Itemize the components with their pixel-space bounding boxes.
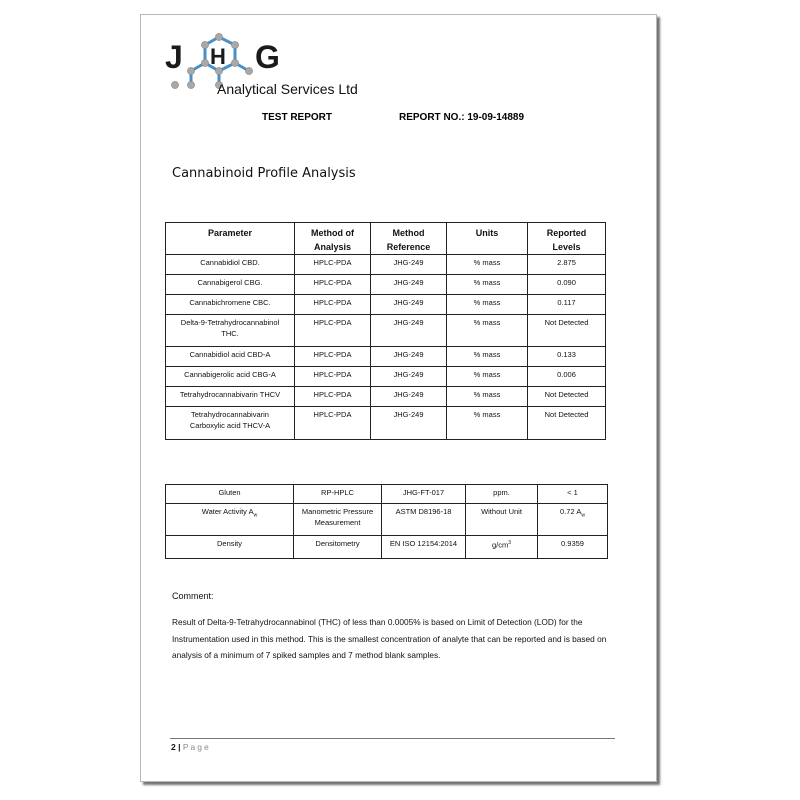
footer-separator: | (178, 742, 181, 752)
cell-level: Not Detected (528, 315, 606, 347)
table-row (166, 255, 606, 275)
table-row (166, 536, 608, 559)
table-row (166, 407, 606, 440)
cell-method: HPLC-PDA (295, 367, 371, 387)
comment-body: Result of Delta-9-Tetrahydrocannabinol (THC) of less than 0.0005% is based on Limit of Detection (LOD) for the Instrumentation used in this method. This is the smallest concentration of analyte that can be reported and is based on analysis of a minimum of 7 spiked samples and 7 method blank samples. (172, 617, 607, 660)
logo-letter-j: J (165, 39, 183, 75)
table-row (166, 387, 606, 407)
cell-units: ppm. (466, 485, 538, 504)
cell-units: % mass (447, 255, 528, 275)
cell-parameter: Gluten (166, 485, 294, 504)
table-row (166, 295, 606, 315)
table-row (166, 485, 608, 504)
header-method: Method of Analysis (295, 223, 371, 255)
cell-method: HPLC-PDA (295, 255, 371, 275)
footer-divider (170, 738, 615, 739)
cell-units: % mass (447, 347, 528, 367)
page-number: 2 (171, 742, 176, 752)
report-number: REPORT NO.: 19-09-14889 (399, 112, 525, 123)
cell-method: Manometric Pressure Measurement (294, 504, 382, 536)
cell-reference: JHG-249 (371, 387, 447, 407)
cell-method: RP-HPLC (294, 485, 382, 504)
cell-level: 0.9359 (538, 536, 608, 559)
cell-level: 0.090 (528, 275, 606, 295)
cell-parameter: Cannabidiol acid CBD-A (166, 347, 295, 367)
other-tests-table (165, 484, 608, 559)
cell-level: 0.133 (528, 347, 606, 367)
cell-method: HPLC-PDA (295, 315, 371, 347)
logo-company-name: Analytical Services Ltd (217, 81, 358, 97)
cell-reference: JHG-249 (371, 347, 447, 367)
cell-parameter: Tetrahydrocannabivarin Carboxylic acid THCV-A (166, 407, 295, 440)
header-parameter: Parameter (166, 223, 295, 255)
logo-letter-h: H (210, 44, 226, 69)
cell-reference: JHG-249 (371, 367, 447, 387)
cell-method: HPLC-PDA (295, 407, 371, 440)
cell-level: 0.117 (528, 295, 606, 315)
cell-reference: JHG-249 (371, 275, 447, 295)
cell-parameter: Cannabichromene CBC. (166, 295, 295, 315)
header-reference: Method Reference (371, 223, 447, 255)
header-levels: Reported Levels (528, 223, 606, 255)
report-title: TEST REPORT (262, 112, 333, 123)
cell-level: 2.875 (528, 255, 606, 275)
cell-method: Densitometry (294, 536, 382, 559)
cell-units: % mass (447, 295, 528, 315)
cell-method: HPLC-PDA (295, 275, 371, 295)
table-row (166, 315, 606, 347)
page-word: Page (182, 742, 211, 752)
jhg-logo-graphic (161, 32, 371, 104)
cell-parameter: Delta-9-Tetrahydrocannabinol THC. (166, 315, 295, 347)
cell-units: Without Unit (466, 504, 538, 536)
cell-units: % mass (447, 367, 528, 387)
cell-units: % mass (447, 275, 528, 295)
table-header-row (166, 223, 606, 255)
cell-method: HPLC-PDA (295, 387, 371, 407)
table-row (166, 367, 606, 387)
cell-units: $g/cm^3$ (466, 536, 538, 559)
cell-level: Not Detected (528, 387, 606, 407)
cell-parameter: Cannabigerol CBG. (166, 275, 295, 295)
cell-method: HPLC-PDA (295, 347, 371, 367)
cell-units: % mass (447, 387, 528, 407)
page-footer (171, 742, 211, 752)
cell-parameter: Cannabigerolic acid CBG-A (166, 367, 295, 387)
logo-letter-g: G (255, 39, 280, 75)
cannabinoid-table (165, 222, 606, 440)
cell-units: % mass (447, 407, 528, 440)
cell-method: HPLC-PDA (295, 295, 371, 315)
section-title: Cannabinoid Profile Analysis (172, 166, 356, 181)
cell-level: < 1 (538, 485, 608, 504)
cell-level: 0.006 (528, 367, 606, 387)
cell-level: Not Detected (528, 407, 606, 440)
cell-parameter: Tetrahydrocannabivarin THCV (166, 387, 295, 407)
cell-reference: JHG-249 (371, 315, 447, 347)
cell-parameter: Density (166, 536, 294, 559)
cell-level: 0.72 $A_w$ (538, 504, 608, 536)
cell-reference: ASTM D8196-18 (382, 504, 466, 536)
cell-reference: EN ISO 12154:2014 (382, 536, 466, 559)
table-row (166, 504, 608, 536)
cell-reference: JHG-249 (371, 255, 447, 275)
cell-parameter: Cannabidiol CBD. (166, 255, 295, 275)
cell-units: % mass (447, 315, 528, 347)
company-logo (161, 32, 371, 104)
header-units: Units (447, 223, 528, 255)
comment-label: Comment: (172, 591, 214, 601)
cell-reference: JHG-FT-017 (382, 485, 466, 504)
cell-reference: JHG-249 (371, 295, 447, 315)
table-row (166, 275, 606, 295)
cell-parameter: Water Activity $A_w$ (166, 504, 294, 536)
cell-reference: JHG-249 (371, 407, 447, 440)
table-row (166, 347, 606, 367)
